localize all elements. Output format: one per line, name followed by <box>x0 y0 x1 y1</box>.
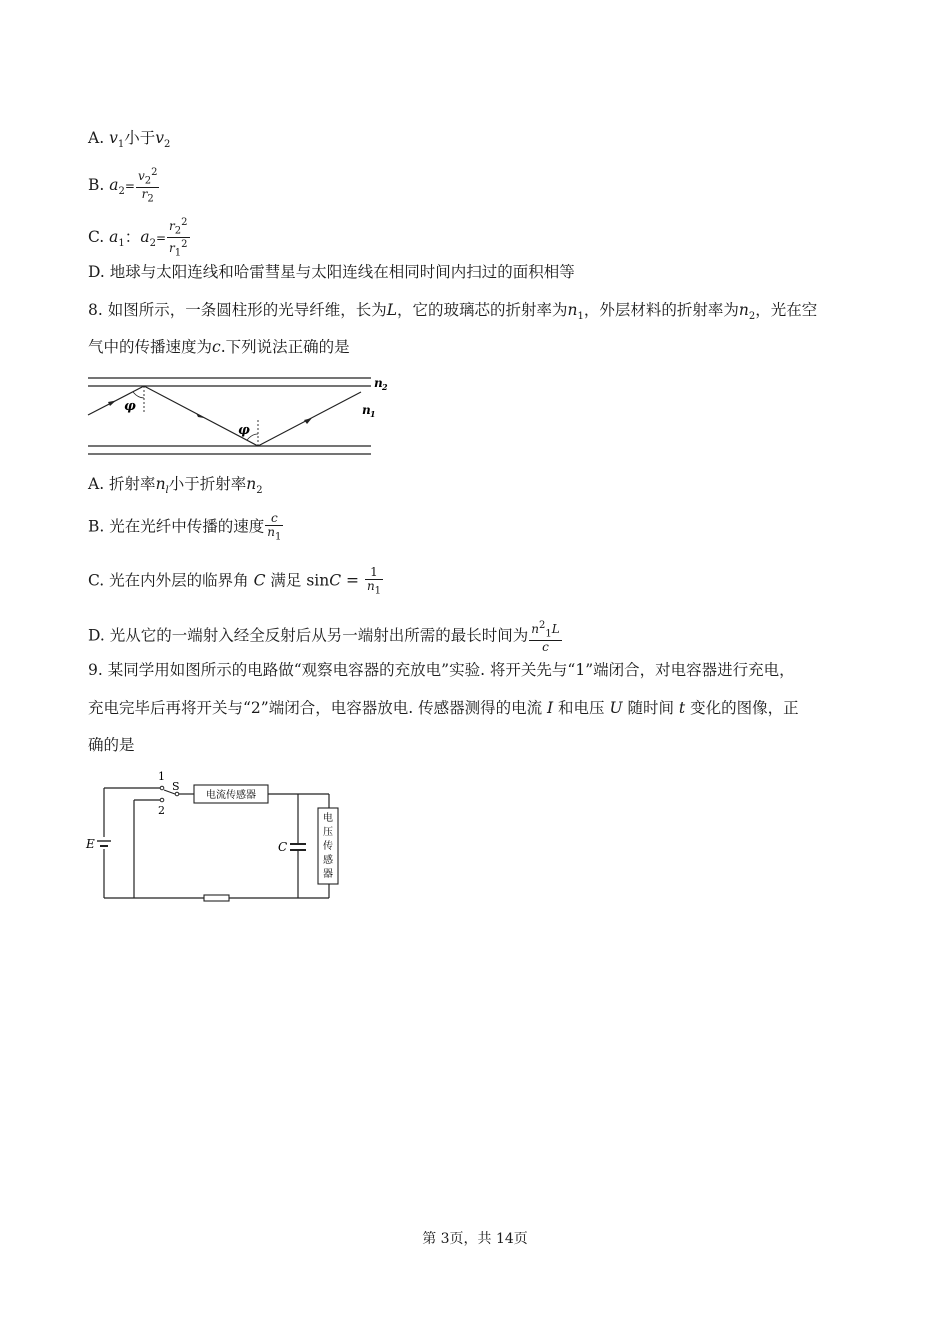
fraction: $\frac{1}{n_1}$ <box>366 565 382 597</box>
voltage-sensor-char: 传 <box>323 841 333 852</box>
q7-option-c: C. $a_1$：$a_2=$ $\frac{r_2^2}{r_1^2}$ <box>88 217 188 259</box>
voltage-sensor-char: 感 <box>323 855 333 866</box>
voltage-sensor-char: 器 <box>323 869 333 880</box>
voltage-sensor-char: 压 <box>323 827 333 838</box>
current-sensor-label: 电流传感器 <box>206 790 256 801</box>
switch-label-1: 1 <box>158 770 165 783</box>
battery-label: E <box>86 837 95 851</box>
q8-stem-line1: 8. 如图所示，一条圆柱形的光导纤维，长为L，它的玻璃芯的折射率为$n_1$，外层材料的折射率为$n_2$，光在空 <box>88 301 818 323</box>
svg-text:1: 1 <box>370 409 376 419</box>
q8-option-d: D. 光从它的一端射入经全反射后从另一端射出所需的最长时间为 $\frac{n^2_1L}{c}$ <box>88 620 560 655</box>
q9-stem-line1: 9. 某同学用如图所示的电路做“观察电容器的充放电”实验. 将开关先与“1”端闭合，对电容器进行充电， <box>88 661 795 679</box>
ray-arrow <box>304 418 312 424</box>
capacitor-circuit-diagram <box>84 768 344 908</box>
q7-option-a: A. $v_1$小于$v_2$ <box>88 129 171 151</box>
fraction: $\frac{r_2^2}{r_1^2}$ <box>169 217 188 259</box>
voltage-sensor-char: 电 <box>323 813 333 824</box>
switch-terminal-2 <box>160 798 164 802</box>
switch-label-2: 2 <box>158 804 165 817</box>
svg-text:2: 2 <box>382 382 388 392</box>
label-n1: n <box>362 403 371 417</box>
q7-option-d: D. 地球与太阳连线和哈雷彗星与太阳连线在相同时间内扫过的面积相等 <box>88 263 575 281</box>
q8-option-b: B. 光在光纤中传播的速度 $\frac{c}{n_1}$ <box>88 511 282 543</box>
q9-stem-line3: 确的是 <box>88 736 135 754</box>
ray-arrow <box>108 401 116 407</box>
angle-label-phi: φ <box>238 423 250 438</box>
q8-option-a: A. 折射率$n_l$小于折射率$n_2$ <box>88 475 263 497</box>
switch-label-s: S <box>172 780 180 793</box>
label-n2: n <box>374 376 383 390</box>
light-ray <box>88 386 361 446</box>
q8-option-c: C. 光在内外层的临界角 C 满足 sinC = $\frac{1}{n_1}$ <box>88 565 382 597</box>
fraction: $\frac{c}{n_1}$ <box>267 511 282 543</box>
fraction: $\frac{n^2_1L}{c}$ <box>531 620 560 655</box>
fraction: $\frac{v_2^2}{r_2}$ <box>137 167 158 205</box>
page-number: 第 3页，共 14页 <box>422 1231 528 1247</box>
q9-stem-line2: 充电完毕后再将开关与“2”端闭合，电容器放电. 传感器测得的电流 I 和电压 U 随时间 t 变化的图像，正 <box>88 699 799 717</box>
switch-terminal-1 <box>160 786 164 790</box>
optical-fiber-diagram <box>86 372 396 462</box>
q8-stem-line2: 气中的传播速度为c.下列说法正确的是 <box>88 338 350 356</box>
resistor <box>204 895 229 901</box>
q7-option-b: B. $a_2=$ $\frac{v_2^2}{r_2}$ <box>88 167 158 205</box>
angle-arc <box>133 392 144 398</box>
capacitor-label: C <box>278 840 288 854</box>
angle-label-phi: φ <box>124 399 136 414</box>
